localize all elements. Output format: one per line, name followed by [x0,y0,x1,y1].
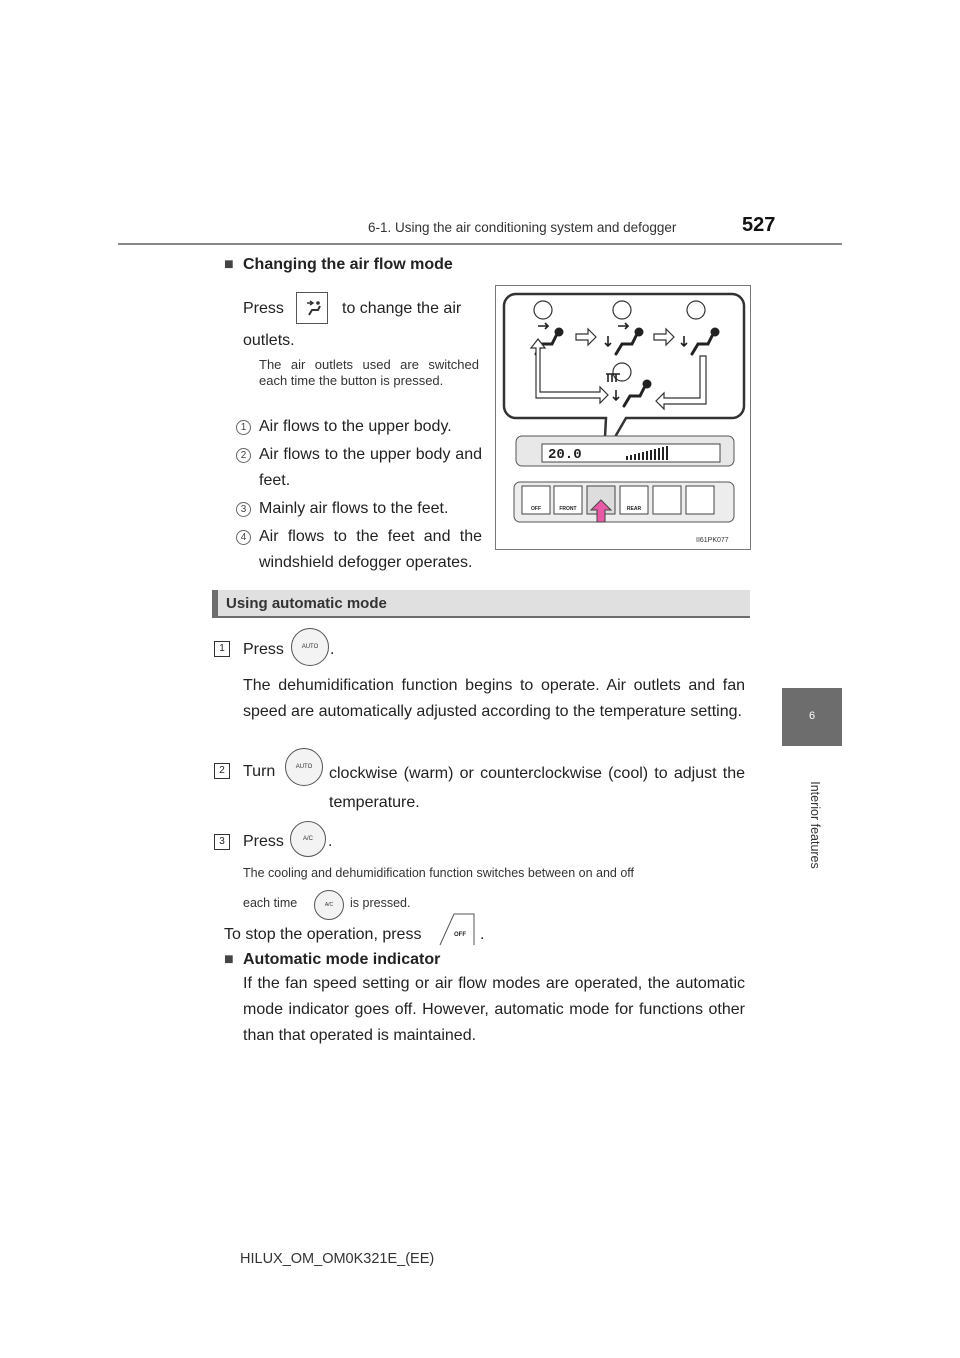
step-3-pre: Press [243,833,284,850]
indicator-heading: Automatic mode indicator [243,951,441,968]
press-tail-2: outlets. [243,332,295,349]
step-2-pre: Turn [243,763,276,780]
item-number: 4 [236,530,251,545]
off-button-icon[interactable] [438,912,476,946]
item-text: Air flows to the upper body and feet. [259,446,482,489]
square-bullet-icon: ■ [224,951,234,968]
page-number: 527 [742,214,776,236]
airflow-figure [495,285,751,550]
step-number: 2 [214,763,230,779]
doc-code: HILUX_OM_OM0K321E_(EE) [240,1251,435,1267]
stop-text: To stop the operation, press [224,926,422,943]
step-1-desc: The dehumidification function begins to operate. Air outlets and fan speed are automatically adjusted according to the temperature setting. [243,677,745,720]
list-item [236,524,482,576]
svg-text:REAR: REAR [626,506,642,512]
airflow-note: The air outlets used are switched each time the button is pressed. [259,357,479,388]
ac-button-small-icon[interactable]: A/C [314,890,344,920]
press-word: Press [243,300,284,317]
stop-period: . [480,926,485,943]
chapter-title: Interior features [808,781,822,869]
step-2-post: clockwise (warm) or counterclockwise (cool) to adjust the temperature. [329,765,745,811]
figure-illustration [496,286,750,549]
step-number: 1 [214,641,230,657]
section-title: 6-1. Using the air conditioning system and defogger [368,220,677,235]
display-temperature: 20.0 [548,447,582,463]
auto-button-icon[interactable]: AUTO [291,628,329,666]
svg-text:FRONT: FRONT [559,506,577,512]
step-1-pre: Press [243,641,284,658]
airflow-heading: Changing the air flow mode [243,256,453,273]
item-number: 1 [236,420,251,435]
section-header-title: Using automatic mode [226,595,387,612]
step-3-note-each-time: each time [243,896,298,910]
auto-dial-icon[interactable]: AUTO [285,748,323,786]
airflow-list [236,414,482,576]
item-text: Air flows to the upper body. [259,418,452,435]
svg-text:OFF: OFF [531,506,541,512]
ac-button-icon[interactable]: A/C [290,821,326,857]
airflow-mode-button-icon[interactable] [296,292,328,324]
press-tail: to change the air [342,300,462,317]
step-3-note: The cooling and dehumidification function switches between on and off [243,866,634,880]
item-text: Air flows to the feet and the windshield defogger operates. [259,528,482,571]
step-3-post: . [328,833,333,850]
header-divider [118,243,842,245]
list-item [236,442,482,494]
list-item [236,496,482,522]
step-3-note-tail: is pressed. [350,896,411,910]
chapter-tab[interactable]: 6 [782,688,842,746]
indicator-text: If the fan speed setting or air flow modes are operated, the automatic mode indicator goes off. However, automatic mode for functions other than that operated is maintained. [243,975,745,1044]
figure-code: II61PK077 [696,537,729,544]
step-1-post: . [330,641,335,658]
item-number: 3 [236,502,251,517]
off-label: OFF [454,932,466,938]
item-text: Mainly air flows to the feet. [259,500,449,517]
section-header-auto-mode [212,590,750,618]
step-number: 3 [214,834,230,850]
list-item [236,414,482,440]
item-number: 2 [236,448,251,463]
square-bullet-icon: ■ [224,256,234,273]
